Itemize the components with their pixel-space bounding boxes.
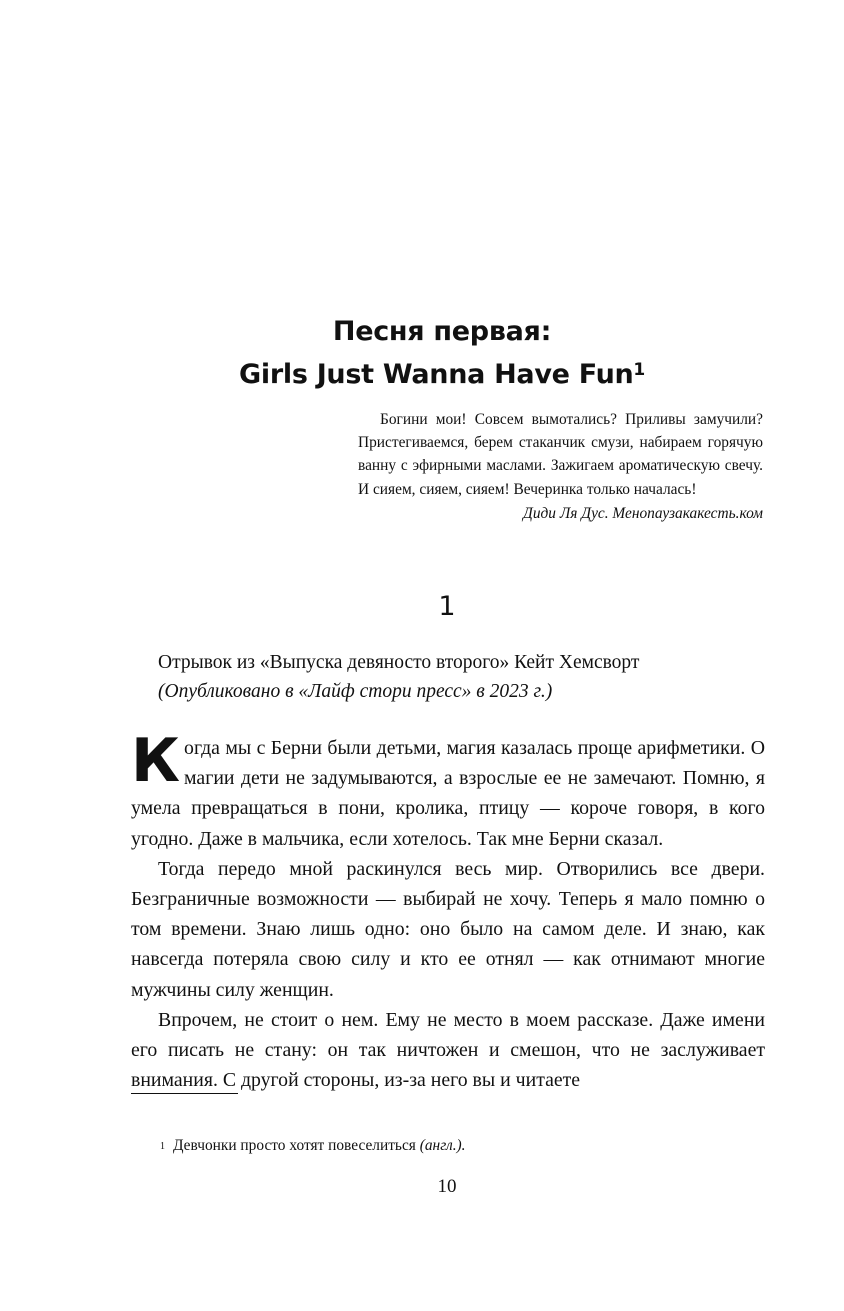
- body-text: [131, 726, 765, 1095]
- excerpt-publication: (Опубликовано в «Лайф стори пресс» в 2023 г.): [158, 681, 553, 702]
- section-number: 1: [438, 591, 456, 622]
- chapter-title: [0, 310, 844, 396]
- footnote-language-note: (англ.).: [419, 1137, 466, 1154]
- footnote: [160, 1135, 466, 1157]
- page-number: 10: [437, 1176, 457, 1197]
- excerpt-source: Отрывок из «Выпуска девяносто второго» Кейт Хемсворт: [158, 652, 640, 673]
- paragraph-1-text: огда мы с Берни были детьми, магия казалась проще арифметики. О магии дети не задумываются, а взрослые ее не замечают. Помню, я умела превращаться в пони, кролика, птицу — короче говоря, в кого угодно. Даже в мальчика, если хотелось. Так мне Берни сказал.: [131, 737, 765, 850]
- footnote-text: Девчонки просто хотят повеселиться: [173, 1137, 416, 1154]
- chapter-footnote-marker: 1: [633, 360, 645, 380]
- paragraph-2: Тогда передо мной раскинулся весь мир. Отворились все двери. Безграничные возможности — выбирай не хочу. Теперь я мало помню о том времени. Знаю лишь одно: оно было на самом деле. И знаю, как навсегда потеряла свою силу и кто ее отнял — как отнимают многие мужчины силу женщин.: [131, 857, 765, 1001]
- chapter-title-line2-text: Girls Just Wanna Have Fun: [239, 359, 634, 390]
- epigraph: [358, 408, 763, 525]
- drop-cap: К: [131, 726, 181, 796]
- paragraph-1: [131, 726, 765, 854]
- epigraph-text: Богини мои! Совсем вымотались? Приливы замучили? Пристегиваемся, берем стаканчик смузи, набираем горячую ванну с эфирными маслами. Зажигаем ароматическую свечу. И сияем, сияем, сияем! Вечеринка только началась!: [358, 411, 763, 498]
- chapter-title-line2: [40, 353, 844, 396]
- paragraph-3: Впрочем, не стоит о нем. Ему не место в моем рассказе. Даже имени его писать не стану: он так ничтожен и смешон, что не заслуживает внимания. С другой стороны, из-за него вы и читаете: [131, 1008, 765, 1092]
- footnote-divider: [131, 1093, 238, 1094]
- excerpt-header: [158, 648, 768, 706]
- chapter-title-line1: Песня первая:: [332, 316, 552, 347]
- footnote-marker: 1: [160, 1141, 165, 1152]
- epigraph-attribution: Диди Ля Дус. Менопаузакакесть.ком: [523, 504, 763, 522]
